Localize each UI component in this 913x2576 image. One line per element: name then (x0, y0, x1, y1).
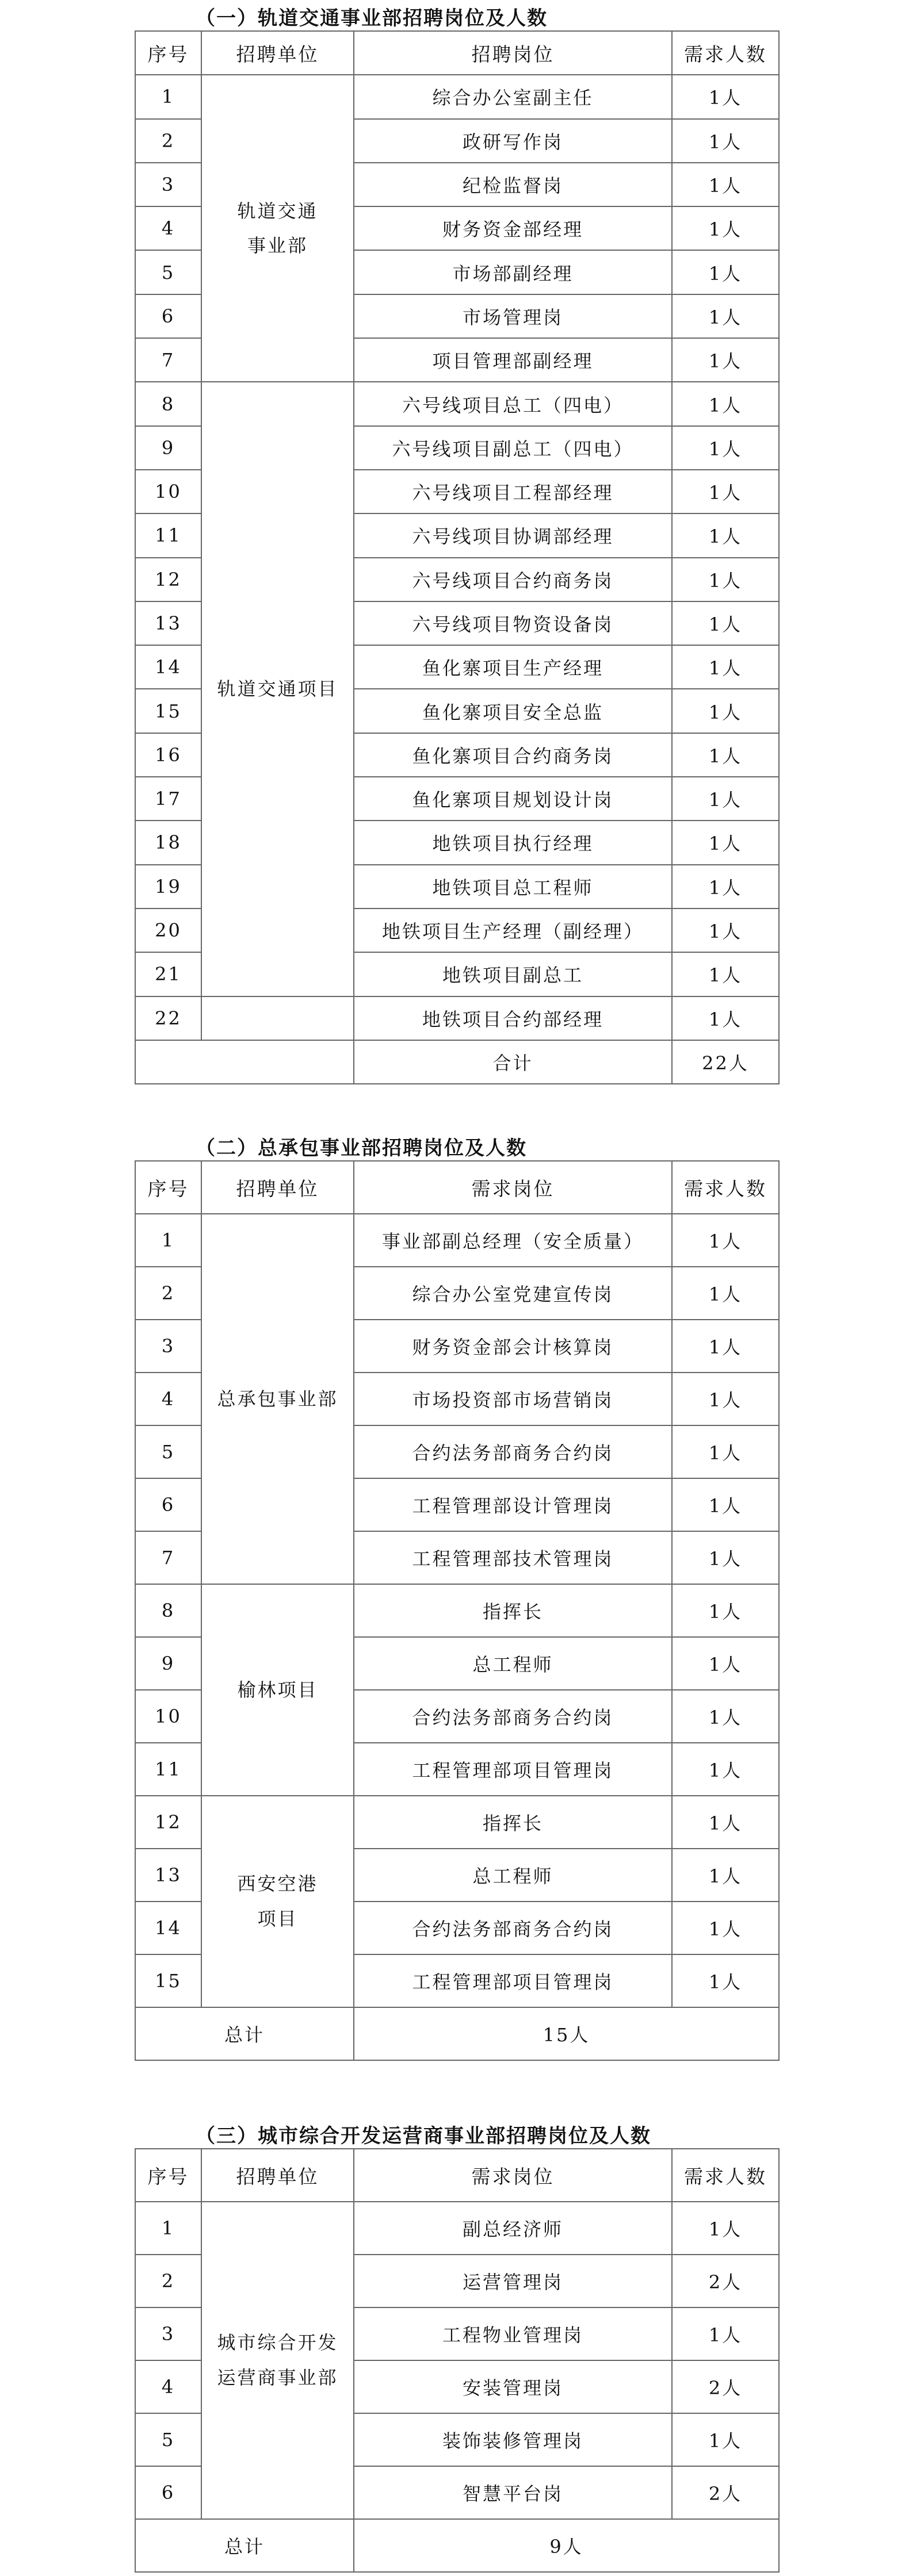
column-header: 需求人数 (672, 1161, 779, 1214)
position-cell: 市场管理岗 (354, 294, 672, 338)
headcount-cell: 1人 (672, 250, 779, 294)
headcount-cell: 1人 (672, 1373, 779, 1425)
position-cell: 事业部副总经理（安全质量） (354, 1214, 672, 1267)
headcount-cell: 1人 (672, 1425, 779, 1478)
table-header-row (135, 1161, 779, 1214)
position-cell: 装饰装修管理岗 (354, 2413, 672, 2466)
position-cell: 六号线项目协调部经理 (354, 513, 672, 557)
headcount-cell: 1人 (672, 733, 779, 777)
position-cell: 政研写作岗 (354, 119, 672, 163)
position-cell: 地铁项目生产经理（副经理） (354, 908, 672, 952)
row-number: 5 (135, 1425, 201, 1478)
column-header: 招聘单位 (201, 31, 354, 75)
row-number: 10 (135, 1690, 201, 1743)
row-number: 12 (135, 558, 201, 601)
position-cell: 地铁项目合约部经理 (354, 996, 672, 1040)
headcount-cell: 1人 (672, 645, 779, 689)
headcount-cell: 1人 (672, 206, 779, 250)
total-row (135, 2007, 779, 2060)
column-header: 招聘单位 (201, 2149, 354, 2202)
position-cell: 综合办公室副主任 (354, 75, 672, 118)
row-number: 4 (135, 1373, 201, 1425)
position-cell: 财务资金部经理 (354, 206, 672, 250)
recruiting-unit-cell: 轨道交通项目 (201, 382, 354, 996)
row-number: 8 (135, 382, 201, 425)
position-cell: 指挥长 (354, 1796, 672, 1849)
recruitment-table (135, 30, 780, 1084)
row-number: 13 (135, 601, 201, 645)
table-header-row (135, 2149, 779, 2202)
row-number: 4 (135, 2360, 201, 2413)
position-cell: 鱼化寨项目生产经理 (354, 645, 672, 689)
total-row (135, 1040, 779, 1084)
headcount-cell: 2人 (672, 2466, 779, 2519)
position-cell: 安装管理岗 (354, 2360, 672, 2413)
row-number: 5 (135, 250, 201, 294)
headcount-cell: 1人 (672, 382, 779, 425)
position-cell: 智慧平台岗 (354, 2466, 672, 2519)
headcount-cell: 1人 (672, 1902, 779, 1954)
row-number: 6 (135, 294, 201, 338)
position-cell: 市场投资部市场营销岗 (354, 1373, 672, 1425)
headcount-cell: 1人 (672, 119, 779, 163)
column-header: 序号 (135, 1161, 201, 1214)
row-number: 20 (135, 908, 201, 952)
headcount-cell: 1人 (672, 1267, 779, 1320)
position-cell: 六号线项目副总工（四电） (354, 426, 672, 470)
position-cell: 综合办公室党建宣传岗 (354, 1267, 672, 1320)
table-row (135, 2202, 779, 2255)
row-number: 14 (135, 1902, 201, 1954)
position-cell: 市场部副经理 (354, 250, 672, 294)
position-cell: 六号线项目物资设备岗 (354, 601, 672, 645)
column-header: 招聘单位 (201, 1161, 354, 1214)
headcount-cell: 1人 (672, 996, 779, 1040)
row-number: 9 (135, 1637, 201, 1690)
headcount-cell: 1人 (672, 2413, 779, 2466)
position-cell: 鱼化寨项目规划设计岗 (354, 777, 672, 821)
headcount-cell: 1人 (672, 908, 779, 952)
headcount-cell: 1人 (672, 2202, 779, 2255)
row-number: 4 (135, 206, 201, 250)
row-number: 6 (135, 1478, 201, 1531)
row-number: 8 (135, 1584, 201, 1637)
row-number: 16 (135, 733, 201, 777)
headcount-cell: 1人 (672, 952, 779, 996)
total-value: 9人 (354, 2519, 779, 2572)
position-cell: 总工程师 (354, 1849, 672, 1902)
position-cell: 总工程师 (354, 1637, 672, 1690)
table-header-row (135, 31, 779, 75)
row-number: 5 (135, 2413, 201, 2466)
section-title: （二）总承包事业部招聘岗位及人数 (196, 1137, 527, 1160)
headcount-cell: 1人 (672, 1637, 779, 1690)
headcount-cell: 1人 (672, 1796, 779, 1849)
headcount-cell: 1人 (672, 513, 779, 557)
headcount-cell: 2人 (672, 2360, 779, 2413)
position-cell: 项目管理部副经理 (354, 338, 672, 382)
position-cell: 地铁项目总工程师 (354, 865, 672, 908)
row-number: 22 (135, 996, 201, 1040)
column-header: 需求人数 (672, 31, 779, 75)
empty-cell (135, 1040, 354, 1084)
row-number: 12 (135, 1796, 201, 1849)
headcount-cell: 1人 (672, 1584, 779, 1637)
position-cell: 运营管理岗 (354, 2255, 672, 2307)
row-number: 11 (135, 1743, 201, 1796)
total-value: 15人 (354, 2007, 779, 2060)
row-number: 10 (135, 470, 201, 513)
position-cell: 财务资金部会计核算岗 (354, 1320, 672, 1373)
row-number: 7 (135, 1531, 201, 1584)
position-cell: 地铁项目副总工 (354, 952, 672, 996)
row-number: 2 (135, 119, 201, 163)
recruiting-unit-cell: 轨道交通 事业部 (201, 75, 354, 382)
total-value: 22人 (672, 1040, 779, 1084)
position-cell: 纪检监督岗 (354, 163, 672, 206)
row-number: 9 (135, 426, 201, 470)
headcount-cell: 1人 (672, 75, 779, 118)
total-row (135, 2519, 779, 2572)
total-label: 总计 (135, 2519, 354, 2572)
table-row (135, 382, 779, 425)
row-number: 2 (135, 1267, 201, 1320)
position-cell: 六号线项目工程部经理 (354, 470, 672, 513)
position-cell: 合约法务部商务合约岗 (354, 1902, 672, 1954)
row-number: 1 (135, 75, 201, 118)
position-cell: 指挥长 (354, 1584, 672, 1637)
position-cell: 合约法务部商务合约岗 (354, 1425, 672, 1478)
recruitment-table (135, 1160, 780, 2061)
headcount-cell: 1人 (672, 601, 779, 645)
headcount-cell: 1人 (672, 1320, 779, 1373)
table-row (135, 996, 779, 1040)
row-number: 19 (135, 865, 201, 908)
headcount-cell: 1人 (672, 821, 779, 864)
recruitment-table (135, 2148, 780, 2573)
headcount-cell: 1人 (672, 1478, 779, 1531)
position-cell: 鱼化寨项目合约商务岗 (354, 733, 672, 777)
headcount-cell: 1人 (672, 294, 779, 338)
row-number: 14 (135, 645, 201, 689)
row-number: 1 (135, 1214, 201, 1267)
headcount-cell: 1人 (672, 338, 779, 382)
table-row (135, 1796, 779, 1849)
headcount-cell: 1人 (672, 689, 779, 733)
section-title: （三）城市综合开发运营商事业部招聘岗位及人数 (196, 2125, 651, 2148)
table-row (135, 1214, 779, 1267)
position-cell: 工程管理部设计管理岗 (354, 1478, 672, 1531)
position-cell: 地铁项目执行经理 (354, 821, 672, 864)
row-number: 7 (135, 338, 201, 382)
headcount-cell: 2人 (672, 2255, 779, 2307)
total-label: 合计 (354, 1040, 672, 1084)
headcount-cell: 1人 (672, 163, 779, 206)
recruiting-unit-cell: 总承包事业部 (201, 1214, 354, 1584)
row-number: 15 (135, 1954, 201, 2007)
headcount-cell: 1人 (672, 426, 779, 470)
recruiting-unit-cell: 西安空港 项目 (201, 1796, 354, 2007)
section-title: （一）轨道交通事业部招聘岗位及人数 (196, 7, 548, 30)
column-header: 需求岗位 (354, 2149, 672, 2202)
row-number: 6 (135, 2466, 201, 2519)
column-header: 招聘岗位 (354, 31, 672, 75)
column-header: 序号 (135, 2149, 201, 2202)
row-number: 3 (135, 2307, 201, 2360)
total-label: 总计 (135, 2007, 354, 2060)
table-row (135, 1584, 779, 1637)
position-cell: 合约法务部商务合约岗 (354, 1690, 672, 1743)
row-number: 13 (135, 1849, 201, 1902)
position-cell: 副总经济师 (354, 2202, 672, 2255)
position-cell: 工程物业管理岗 (354, 2307, 672, 2360)
column-header: 需求岗位 (354, 1161, 672, 1214)
headcount-cell: 1人 (672, 470, 779, 513)
headcount-cell: 1人 (672, 558, 779, 601)
position-cell: 鱼化寨项目安全总监 (354, 689, 672, 733)
row-number: 11 (135, 513, 201, 557)
column-header: 需求人数 (672, 2149, 779, 2202)
position-cell: 工程管理部项目管理岗 (354, 1743, 672, 1796)
row-number: 17 (135, 777, 201, 821)
headcount-cell: 1人 (672, 865, 779, 908)
headcount-cell: 1人 (672, 1743, 779, 1796)
headcount-cell: 1人 (672, 1690, 779, 1743)
headcount-cell: 1人 (672, 1849, 779, 1902)
headcount-cell: 1人 (672, 1954, 779, 2007)
table-row (135, 75, 779, 118)
headcount-cell: 1人 (672, 777, 779, 821)
position-cell: 工程管理部技术管理岗 (354, 1531, 672, 1584)
row-number: 3 (135, 163, 201, 206)
position-cell: 工程管理部项目管理岗 (354, 1954, 672, 2007)
row-number: 15 (135, 689, 201, 733)
row-number: 18 (135, 821, 201, 864)
headcount-cell: 1人 (672, 2307, 779, 2360)
headcount-cell: 1人 (672, 1531, 779, 1584)
headcount-cell: 1人 (672, 1214, 779, 1267)
position-cell: 六号线项目总工（四电） (354, 382, 672, 425)
row-number: 1 (135, 2202, 201, 2255)
recruiting-unit-cell: 城市综合开发 运营商事业部 (201, 2202, 354, 2519)
row-number: 3 (135, 1320, 201, 1373)
row-number: 21 (135, 952, 201, 996)
recruiting-unit-cell: 榆林项目 (201, 1584, 354, 1796)
position-cell: 六号线项目合约商务岗 (354, 558, 672, 601)
column-header: 序号 (135, 31, 201, 75)
recruiting-unit-cell (201, 996, 354, 1040)
row-number: 2 (135, 2255, 201, 2307)
